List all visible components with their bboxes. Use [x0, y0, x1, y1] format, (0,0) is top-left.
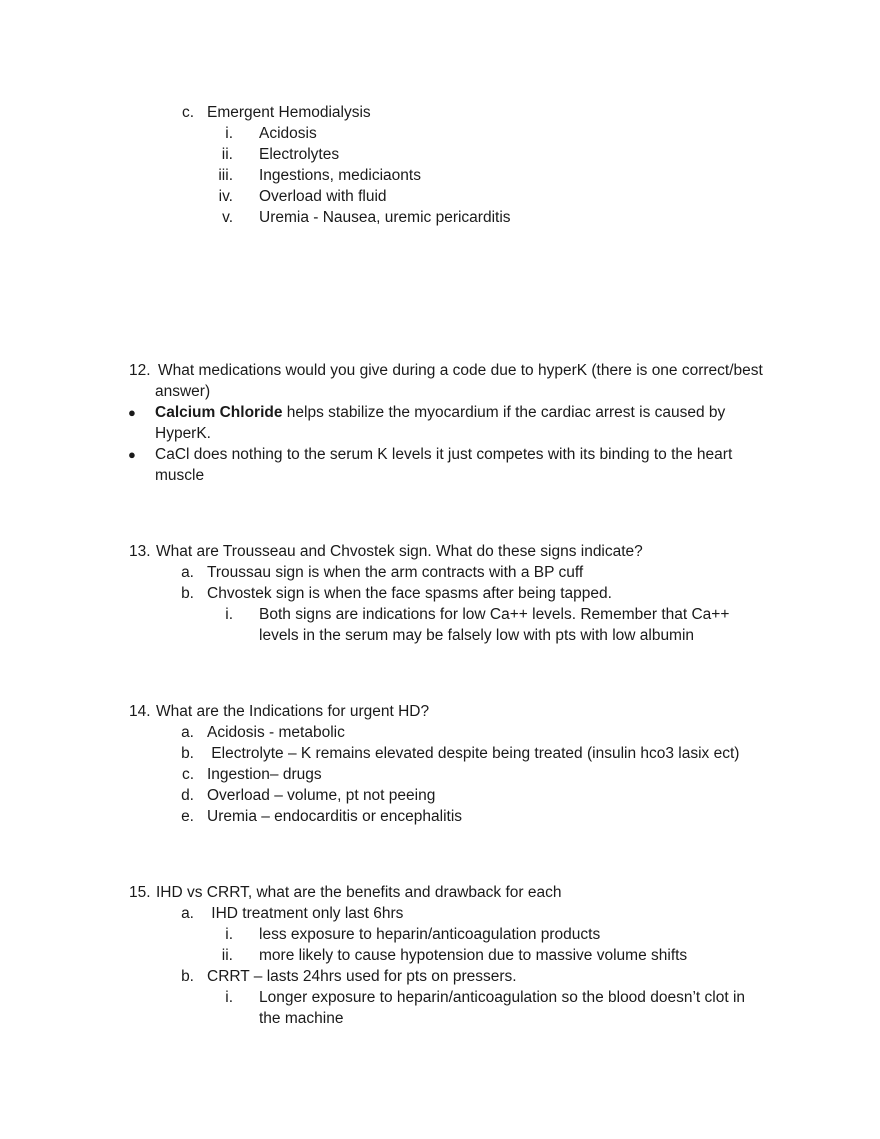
list-item: Electrolyte – K remains elevated despite being treated (insulin hco3 lasix ect) — [207, 745, 740, 762]
list-marker: b. — [181, 745, 194, 762]
list-item: Longer exposure to heparin/anticoagulation so the blood doesn’t clot in — [259, 989, 746, 1006]
list-marker: iv. — [218, 188, 233, 205]
list-marker: i. — [225, 989, 233, 1006]
list-item: Overload with fluid — [259, 188, 387, 205]
question-text: What are the Indications for urgent HD? — [156, 703, 430, 720]
list-marker: c. — [181, 766, 194, 783]
list-item: CRRT – lasts 24hrs used for pts on pressers. — [207, 968, 517, 985]
question-text: What are Trousseau and Chvostek sign. What do these signs indicate? — [156, 543, 643, 560]
question-text: IHD vs CRRT, what are the benefits and drawback for each — [156, 884, 562, 901]
list-marker: c. — [181, 104, 194, 121]
list-item: Uremia – endocarditis or encephalitis — [207, 808, 463, 825]
list-marker: e. — [181, 808, 194, 825]
list-item: Troussau sign is when the arm contracts with a BP cuff — [207, 564, 584, 581]
bold-term: Calcium Chloride — [155, 404, 283, 421]
list-marker: a. — [181, 564, 194, 581]
list-item: Acidosis — [259, 125, 317, 142]
list-marker: i. — [225, 606, 233, 623]
list-item: Uremia - Nausea, uremic pericarditis — [259, 209, 511, 226]
section-heading: Emergent Hemodialysis — [207, 104, 371, 121]
question-number: 15. — [129, 884, 151, 901]
bullet-text — [155, 402, 725, 423]
bullet-text: HyperK. — [155, 425, 211, 442]
bullet-text-rest: helps stabilize the myocardium if the cardiac arrest is caused by — [282, 404, 726, 421]
list-item: levels in the serum may be falsely low with pts with low albumin — [259, 627, 695, 644]
list-marker: b. — [181, 968, 194, 985]
list-marker: i. — [225, 125, 233, 142]
list-item: Acidosis - metabolic — [207, 724, 345, 741]
list-marker: b. — [181, 585, 194, 602]
list-item: the machine — [259, 1010, 344, 1027]
question-number: 13. — [129, 543, 151, 560]
list-item: more likely to cause hypotension due to massive volume shifts — [259, 947, 688, 964]
bullet-icon: ● — [128, 405, 136, 420]
bullet-text: CaCl does nothing to the serum K levels it just competes with its binding to the heart — [155, 446, 733, 463]
list-item: Overload – volume, pt not peeing — [207, 787, 436, 804]
list-marker: a. — [181, 724, 194, 741]
list-marker: iii. — [218, 167, 233, 184]
question-text: answer) — [155, 383, 211, 400]
question-number: 14. — [129, 703, 151, 720]
bullet-text: muscle — [155, 467, 205, 484]
list-marker: ii. — [221, 947, 233, 964]
list-item: IHD treatment only last 6hrs — [207, 905, 404, 922]
list-marker: ii. — [221, 146, 233, 163]
list-marker: d. — [181, 787, 194, 804]
question-text: What medications would you give during a code due to hyperK (there is one correct/best — [158, 362, 763, 379]
list-item: Ingestions, mediciaonts — [259, 167, 421, 184]
bullet-icon: ● — [128, 447, 136, 462]
list-item: Ingestion– drugs — [207, 766, 322, 783]
list-item: Electrolytes — [259, 146, 340, 163]
list-marker: a. — [181, 905, 194, 922]
list-marker: i. — [225, 926, 233, 943]
list-item: Both signs are indications for low Ca++ levels. Remember that Ca++ — [259, 606, 730, 623]
list-item: Chvostek sign is when the face spasms after being tapped. — [207, 585, 612, 602]
list-marker: v. — [222, 209, 233, 226]
list-item: less exposure to heparin/anticoagulation products — [259, 926, 601, 943]
question-number: 12. — [129, 362, 151, 379]
